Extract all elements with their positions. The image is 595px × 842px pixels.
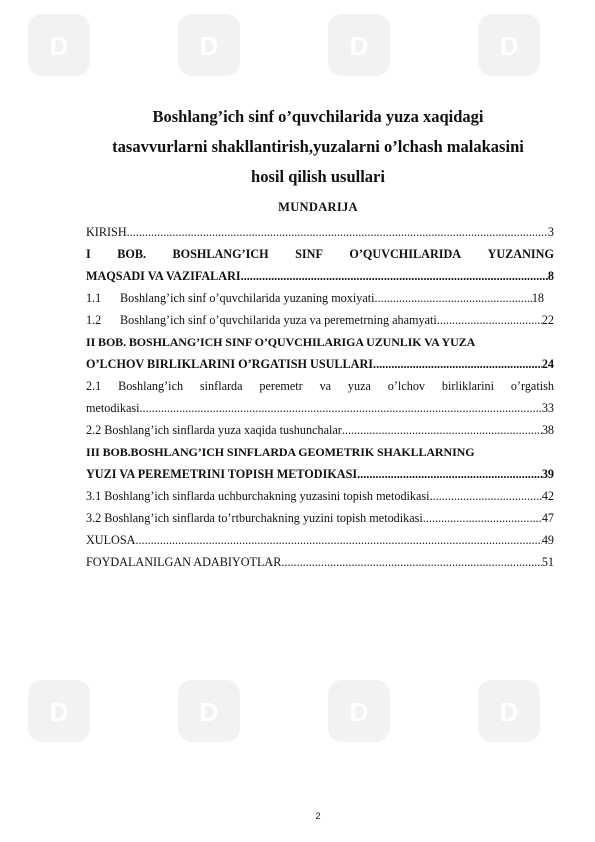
page-ref: 33 <box>541 401 554 415</box>
title-line-3: hosil qilish usullari <box>251 167 385 186</box>
watermark-logo: D <box>328 680 390 742</box>
page-ref: 18 <box>531 291 544 305</box>
watermark-logo: D <box>28 14 90 76</box>
toc-heading: MUNDARIJA <box>278 200 358 214</box>
toc-entry-2-2[interactable]: 2.2 Boshlang’ich sinflarda yuza xaqida tushunchalar ..... 38 <box>86 420 554 440</box>
page-ref: 51 <box>541 555 554 569</box>
page-ref: 39 <box>541 467 554 481</box>
watermark-logo: D <box>478 680 540 742</box>
page-ref: 3 <box>547 225 554 239</box>
toc-entry-bob1[interactable]: I BOB. BOSHLANG’ICH SINF O’QUVCHILARIDA YUZANING <box>86 247 554 261</box>
page-number: 2 <box>315 811 321 821</box>
page-ref: 24 <box>541 357 554 371</box>
watermark-logo: D <box>478 14 540 76</box>
watermark-logo: D <box>328 14 390 76</box>
toc-entry-2-1-cont[interactable]: metodikasi ..... 33 <box>86 398 554 418</box>
toc-entry-3-1[interactable]: 3.1 Boshlang’ich sinflarda uchburchakning yuzasini topish metodikasi ..... 42 <box>86 486 554 506</box>
toc-entry-kirish[interactable]: KIRISH ..... 3 <box>86 222 554 242</box>
page-ref: 8 <box>547 269 554 283</box>
watermark-logo: D <box>28 680 90 742</box>
document-title <box>84 102 552 192</box>
title-line-1: Boshlang’ich sinf o’quvchilarida yuza xaqidagi <box>152 107 484 126</box>
page-ref: 22 <box>541 313 554 327</box>
toc-entry-2-1[interactable]: 2.1 Boshlang’ich sinflarda peremetr va yuza o’lchov birliklarini o’rgatish <box>86 379 554 393</box>
toc-entry-bob1-cont[interactable]: MAQSADI VA VAZIFALARI ..... 8 <box>86 266 554 286</box>
page-ref: 49 <box>541 533 554 547</box>
toc-entry-3-2[interactable]: 3.2 Boshlang’ich sinflarda to’rtburchakning yuzini topish metodikasi ..... 47 <box>86 508 554 528</box>
title-line-2: tasavvurlarni shakllantirish,yuzalarni o’lchash malakasini <box>112 137 524 156</box>
page-ref: 42 <box>541 489 554 503</box>
toc-entry-1-1[interactable]: 1.1 Boshlang’ich sinf o’quvchilarida yuzaning moxiyati ..... 18 <box>86 288 544 308</box>
watermark-logo: D <box>178 14 240 76</box>
toc-entry-bob2[interactable]: II BOB. BOSHLANG’ICH SINF O’QUVCHILARIGA UZUNLIK VA YUZA <box>86 335 476 349</box>
page-ref: 38 <box>541 423 554 437</box>
page-ref: 47 <box>541 511 554 525</box>
watermark-logo: D <box>178 680 240 742</box>
toc-entry-1-2[interactable]: 1.2 Boshlang’ich sinf o’quvchilarida yuza va peremetrning ahamyati ..... 22 <box>86 310 554 330</box>
toc-entry-bob3[interactable]: III BOB.BOSHLANG’ICH SINFLARDA GEOMETRIK SHAKLLARNING <box>86 445 475 459</box>
toc-entry-bob3-cont[interactable]: YUZI VA PEREMETRINI TOPISH METODIKASI ..... 39 <box>86 464 554 484</box>
toc-entry-adabiyotlar[interactable]: FOYDALANILGAN ADABIYOTLAR ..... 51 <box>86 552 554 572</box>
toc-entry-xulosa[interactable]: XULOSA ..... 49 <box>86 530 554 550</box>
toc-entry-bob2-cont[interactable]: O’LCHOV BIRLIKLARINI O’RGATISH USULLARI ..... 24 <box>86 354 554 374</box>
